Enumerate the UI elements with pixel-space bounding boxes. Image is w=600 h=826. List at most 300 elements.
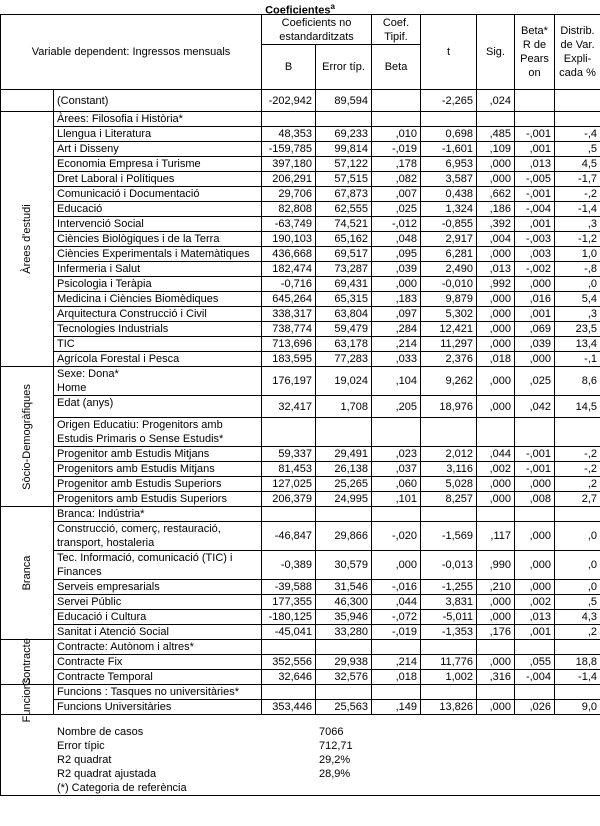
cell-beta-r: ,000 (515, 277, 555, 292)
cell-beta-r: -,001 (515, 447, 555, 462)
table-row (1, 292, 600, 307)
table-row (1, 625, 600, 640)
cell-b: -39,588 (262, 580, 316, 595)
group-socio (1, 367, 600, 507)
cell-distrib: -,2 (555, 447, 600, 462)
cell-distrib: ,5 (555, 595, 600, 610)
cell-beta-r: ,026 (515, 700, 555, 715)
reference-row (1, 640, 600, 655)
cell-b: -0,389 (262, 551, 316, 580)
cell-distrib: 13,4 (555, 337, 600, 352)
table-row (1, 551, 600, 580)
stat-value (319, 781, 353, 795)
cell-b: 436,668 (262, 247, 316, 262)
cell-t: -1,569 (421, 522, 477, 551)
empty-cell (555, 507, 600, 522)
cell-sig: ,992 (477, 277, 515, 292)
cell-t: 3,831 (421, 595, 477, 610)
empty-cell (515, 418, 555, 447)
cell-err: 69,233 (316, 127, 372, 142)
cell-beta: -,016 (372, 580, 421, 595)
cell-beta-r: ,001 (515, 217, 555, 232)
empty-cell (555, 685, 600, 700)
cell-b: 32,417 (262, 396, 316, 418)
cell-err: 99,814 (316, 142, 372, 157)
cell-beta: ,149 (372, 700, 421, 715)
cell-t: 2,490 (421, 262, 477, 277)
cell-t: 11,297 (421, 337, 477, 352)
stat-label: Nombre de casos (57, 726, 144, 738)
row-label: Sanitat i Atenció Social (54, 625, 262, 640)
table-row (1, 367, 600, 396)
stat-row (1, 767, 353, 781)
cell-sig: ,000 (477, 610, 515, 625)
table-row (1, 337, 600, 352)
group-label: Àrees d'estudi (21, 204, 33, 274)
table-title: Coeficientes$^a$ (265, 2, 335, 17)
row-label: Medicina i Ciències Biomèdiques (54, 292, 262, 307)
cell-beta-r: ,000 (515, 477, 555, 492)
cell-distrib: ,0 (555, 277, 600, 292)
group-label-socio (1, 367, 54, 507)
cell-beta: ,044 (372, 595, 421, 610)
cell-err: 19,024 (316, 367, 372, 396)
row-label: Ciències Experimentals i Matemàtiques (54, 247, 262, 262)
row-label: Edat (anys) (54, 396, 262, 418)
empty-cell (477, 685, 515, 700)
cell-beta-r: ,013 (515, 610, 555, 625)
group-label: Sòcio-Demogràfiques (21, 383, 33, 490)
cell-err: 25,265 (316, 477, 372, 492)
cell-beta-r: -,001 (515, 127, 555, 142)
table-row (1, 396, 600, 418)
cell-distrib: ,3 (555, 307, 600, 322)
cell-sig: ,662 (477, 187, 515, 202)
empty-cell (421, 418, 477, 447)
row-label: Llengua i Literatura (54, 127, 262, 142)
empty-cell (372, 112, 421, 127)
cell-dv: 8,6 (555, 367, 600, 396)
cell-b: 29,706 (262, 187, 316, 202)
empty-cell (372, 507, 421, 522)
cell-distrib: 14,5 (555, 396, 600, 418)
group-label-estudi (1, 112, 54, 367)
cell-err: 62,555 (316, 202, 372, 217)
cell-err: 69,517 (316, 247, 372, 262)
cell-beta: ,039 (372, 262, 421, 277)
cell-distrib: 2,7 (555, 492, 600, 507)
cell-err: 65,315 (316, 292, 372, 307)
cell-beta (372, 90, 421, 112)
group-label-branca (1, 507, 54, 640)
empty-cell (262, 112, 316, 127)
cell-sig: ,018 (477, 352, 515, 367)
cell-beta: ,183 (372, 292, 421, 307)
empty-cell (515, 685, 555, 700)
cell-sig: ,176 (477, 625, 515, 640)
cell-b: 397,180 (262, 157, 316, 172)
cell-b: 206,379 (262, 492, 316, 507)
table-row (1, 187, 600, 202)
cell-beta: ,007 (372, 187, 421, 202)
cell-sig: ,000 (477, 492, 515, 507)
table-row (1, 655, 600, 670)
table-row (1, 477, 600, 492)
cell-b: 177,355 (262, 595, 316, 610)
cell-err: 35,946 (316, 610, 372, 625)
cell-distrib: 5,4 (555, 292, 600, 307)
cell-err: 32,576 (316, 670, 372, 685)
cell-beta-r: ,001 (515, 625, 555, 640)
cell-t: 5,028 (421, 477, 477, 492)
cell-err: 25,563 (316, 700, 372, 715)
cell-err: 89,594 (316, 90, 372, 112)
cell-t: -0,013 (421, 551, 477, 580)
stat-value: 7066 (319, 726, 344, 738)
reference-label: Contracte: Autònom i altres* (54, 640, 262, 655)
cell-distrib: ,0 (555, 580, 600, 595)
cell-beta: ,025 (372, 202, 421, 217)
cell-beta: -,012 (372, 217, 421, 232)
header-b: B (262, 45, 316, 90)
stat-row (1, 739, 353, 753)
reference-row (1, 507, 600, 522)
cell-err: 29,938 (316, 655, 372, 670)
row-label: Progenitors amb Estudis Superiors (54, 492, 262, 507)
cell-beta-r: -,004 (515, 670, 555, 685)
cell-b: 59,337 (262, 447, 316, 462)
cell-t: 13,826 (421, 700, 477, 715)
reference-row (1, 685, 600, 700)
cell-distrib: ,5 (555, 142, 600, 157)
cell-sig: ,013 (477, 262, 515, 277)
cell-t: 1,002 (421, 670, 477, 685)
cell-b: 338,317 (262, 307, 316, 322)
reference-label: Branca: Indústria* (54, 507, 262, 522)
cell-distrib (555, 90, 600, 112)
cell-err: 26,138 (316, 462, 372, 477)
cell-beta: ,097 (372, 307, 421, 322)
cell-beta: ,104 (372, 367, 421, 396)
table-row (1, 595, 600, 610)
header-beta-r: Beta* R de Pears on (515, 15, 555, 90)
cell-sig: ,004 (477, 232, 515, 247)
cell-distrib: ,0 (555, 551, 600, 580)
reference-label: Origen Educatiu: Progenitors amb Estudis Primaris o Sense Estudis* (54, 418, 262, 447)
row-label: Construcció, comerç, restauració, transport, hostaleria (54, 522, 262, 551)
stat-value: 28,9% (319, 768, 351, 780)
cell-err: 67,873 (316, 187, 372, 202)
table-row (1, 580, 600, 595)
cell-beta: ,095 (372, 247, 421, 262)
cell-br: ,025 (515, 367, 555, 396)
cell-beta-r: ,042 (515, 396, 555, 418)
empty-cell (421, 507, 477, 522)
cell-distrib: -,4 (555, 127, 600, 142)
reference-label: Funcions : Tasques no universitàries* (54, 685, 262, 700)
empty-cell (262, 507, 316, 522)
row-label: Infermeria i Salut (54, 262, 262, 277)
cell-beta-r: -,003 (515, 232, 555, 247)
table-row (1, 172, 600, 187)
cell-b: 645,264 (262, 292, 316, 307)
stat-value: 29,2% (319, 754, 351, 766)
cell-distrib: ,2 (555, 625, 600, 640)
table-row (1, 277, 600, 292)
stat-label: (*) Categoria de referència (57, 782, 187, 794)
cell-err: 63,178 (316, 337, 372, 352)
cell-err: 31,546 (316, 580, 372, 595)
cell-b: -202,942 (262, 90, 316, 112)
row-label: Agrícola Forestal i Pesca (54, 352, 262, 367)
row-label: Contracte Fix (54, 655, 262, 670)
cell-sig: ,210 (477, 580, 515, 595)
empty-cell (515, 507, 555, 522)
cell-t: 2,376 (421, 352, 477, 367)
table-row (1, 247, 600, 262)
cell-b: 190,103 (262, 232, 316, 247)
empty-cell (515, 112, 555, 127)
cell-sig: ,000 (477, 367, 515, 396)
stat-label: R2 quadrat ajustada (57, 768, 157, 780)
cell-b: 82,808 (262, 202, 316, 217)
cell-err: 57,515 (316, 172, 372, 187)
cell-t: 0,438 (421, 187, 477, 202)
cell-distrib: 1,0 (555, 247, 600, 262)
cell-sig: ,000 (477, 307, 515, 322)
row-label: Tec. Informació, comunicació (TIC) i Finances (54, 551, 262, 580)
cell-t: 6,281 (421, 247, 477, 262)
cell-b: 713,696 (262, 337, 316, 352)
group-label: Contracte (21, 638, 33, 686)
cell-err: 63,804 (316, 307, 372, 322)
empty-cell (316, 112, 372, 127)
cell-sig: ,000 (477, 477, 515, 492)
cell-t: 5,302 (421, 307, 477, 322)
row-label: Comunicació i Documentació (54, 187, 262, 202)
row-label: Arquitectura Construcció i Civil (54, 307, 262, 322)
cell-beta-r: ,013 (515, 157, 555, 172)
cell-err: 65,162 (316, 232, 372, 247)
cell-beta: ,037 (372, 462, 421, 477)
empty-cell (477, 418, 515, 447)
cell-distrib: -,2 (555, 462, 600, 477)
empty-cell (477, 640, 515, 655)
cell-b: 353,446 (262, 700, 316, 715)
cell-beta: ,018 (372, 670, 421, 685)
table-row (1, 447, 600, 462)
header-sig: Sig. (477, 15, 515, 90)
cell-sig: ,000 (477, 322, 515, 337)
cell-t: 0,698 (421, 127, 477, 142)
empty-cell (372, 418, 421, 447)
cell-b: 183,595 (262, 352, 316, 367)
empty-cell (555, 112, 600, 127)
table-row (1, 262, 600, 277)
table-row (1, 352, 600, 367)
cell-distrib: -,2 (555, 187, 600, 202)
cell-t: 2,917 (421, 232, 477, 247)
cell-beta: ,023 (372, 447, 421, 462)
reference-row (1, 112, 600, 127)
cell-sig: ,392 (477, 217, 515, 232)
empty-cell (262, 640, 316, 655)
cell-beta-r: -,005 (515, 172, 555, 187)
cell-beta-r: -,002 (515, 262, 555, 277)
table-row (1, 127, 600, 142)
cell-sig: ,000 (477, 396, 515, 418)
cell-distrib: ,2 (555, 477, 600, 492)
cell-sig: ,000 (477, 700, 515, 715)
cell-t: 9,879 (421, 292, 477, 307)
cell-distrib: 4,3 (555, 610, 600, 625)
cell-t: 3,587 (421, 172, 477, 187)
cell-sig: ,002 (477, 462, 515, 477)
cell-t: 11,776 (421, 655, 477, 670)
cell-sig: ,117 (477, 522, 515, 551)
table-row (1, 492, 600, 507)
cell-b: 352,556 (262, 655, 316, 670)
cell-beta: ,000 (372, 277, 421, 292)
cell-sig: ,024 (477, 90, 515, 112)
empty-cell (316, 685, 372, 700)
cell-t: 1,324 (421, 202, 477, 217)
empty-cell (477, 112, 515, 127)
cell-t: 9,262 (421, 367, 477, 396)
cell-distrib: -1,2 (555, 232, 600, 247)
cell-t: 6,953 (421, 157, 477, 172)
cell-err: 1,708 (316, 396, 372, 418)
cell-distrib: -1,7 (555, 172, 600, 187)
cell-beta-r: ,039 (515, 337, 555, 352)
row-label (54, 367, 262, 396)
header-dependent: Variable dependent: Ingressos mensuals (1, 15, 262, 90)
cell-beta-r (515, 90, 555, 112)
reference-label: Sexe: Dona* (57, 368, 119, 380)
cell-beta-r: ,055 (515, 655, 555, 670)
cell-beta-r: ,002 (515, 595, 555, 610)
table-row (1, 462, 600, 477)
cell-sig: ,000 (477, 292, 515, 307)
cell-distrib: -1,4 (555, 202, 600, 217)
stat-label: Error típic (57, 740, 105, 752)
row-label: Intervenció Social (54, 217, 262, 232)
cell-beta-r: -,001 (515, 187, 555, 202)
cell-distrib: 18,8 (555, 655, 600, 670)
cell-sig: ,000 (477, 172, 515, 187)
cell-err: 69,431 (316, 277, 372, 292)
empty-cell (421, 112, 477, 127)
empty-cell (262, 418, 316, 447)
cell-b: -45,041 (262, 625, 316, 640)
cell-distrib: -1,4 (555, 670, 600, 685)
stat-row (1, 781, 353, 795)
empty-cell (372, 685, 421, 700)
group-contracte (1, 640, 600, 685)
empty-cell (316, 507, 372, 522)
cell-beta: ,033 (372, 352, 421, 367)
cell-b: -46,847 (262, 522, 316, 551)
cell-beta-r: ,001 (515, 307, 555, 322)
stat-label: R2 quadrat (57, 754, 112, 766)
cell-beta: -,072 (372, 610, 421, 625)
header-err: Error típ. (316, 45, 372, 90)
table-row (1, 610, 600, 625)
empty-cell (421, 685, 477, 700)
group-branca (1, 507, 600, 640)
empty-cell (316, 418, 372, 447)
empty-cell (421, 640, 477, 655)
group-label: Funcions (21, 677, 33, 722)
cell-beta-r: ,000 (515, 352, 555, 367)
empty-cell (262, 685, 316, 700)
cell-err: 29,491 (316, 447, 372, 462)
row-label: Ciències Biològiques i de la Terra (54, 232, 262, 247)
cell-beta-r: ,016 (515, 292, 555, 307)
cell-t: -1,601 (421, 142, 477, 157)
row-label: Servei Públic (54, 595, 262, 610)
cell-t: -0,010 (421, 277, 477, 292)
group-empty (1, 90, 54, 112)
empty-cell (316, 640, 372, 655)
table-row (1, 307, 600, 322)
cell-beta: -,019 (372, 142, 421, 157)
cell-sig: ,990 (477, 551, 515, 580)
cell-b: 48,353 (262, 127, 316, 142)
cell-sig: ,316 (477, 670, 515, 685)
cell-b: -159,785 (262, 142, 316, 157)
table-row (1, 322, 600, 337)
cell-sig: ,000 (477, 157, 515, 172)
cell-b: -180,125 (262, 610, 316, 625)
cell-beta: -,020 (372, 522, 421, 551)
cell-beta: ,048 (372, 232, 421, 247)
cell-beta: ,178 (372, 157, 421, 172)
cell-b: 738,774 (262, 322, 316, 337)
cell-err: 74,521 (316, 217, 372, 232)
header-standardized: Coef. Tipif. (372, 15, 421, 45)
cell-t: -2,265 (421, 90, 477, 112)
cell-t: 12,421 (421, 322, 477, 337)
row-label: Progenitors amb Estudis Mitjans (54, 462, 262, 477)
cell-beta: ,082 (372, 172, 421, 187)
cell-beta-r: ,008 (515, 492, 555, 507)
sexe-label: Home (57, 382, 87, 394)
cell-sig: ,000 (477, 595, 515, 610)
table-row (1, 217, 600, 232)
reference-row (1, 418, 600, 447)
cell-err: 59,479 (316, 322, 372, 337)
cell-beta-r: ,000 (515, 522, 555, 551)
row-label: Art i Disseny (54, 142, 262, 157)
cell-t: 18,976 (421, 396, 477, 418)
cell-distrib: ,0 (555, 522, 600, 551)
cell-distrib: 4,5 (555, 157, 600, 172)
cell-distrib: 23,5 (555, 322, 600, 337)
cell-t: 2,012 (421, 447, 477, 462)
row-label: Contracte Temporal (54, 670, 262, 685)
cell-beta: ,060 (372, 477, 421, 492)
stat-row (1, 725, 353, 739)
cell-sig: ,044 (477, 447, 515, 462)
cell-err: 24,995 (316, 492, 372, 507)
row-label: Psicologia i Teràpia (54, 277, 262, 292)
cell-t: -5,011 (421, 610, 477, 625)
stat-row (1, 753, 353, 767)
group-label-funcions (1, 677, 54, 722)
cell-distrib: -,8 (555, 262, 600, 277)
header-beta: Beta (372, 45, 421, 90)
